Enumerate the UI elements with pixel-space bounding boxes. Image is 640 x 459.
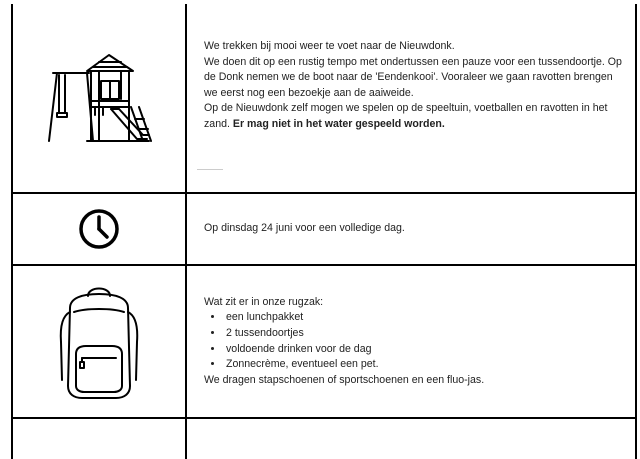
next-icon-cell bbox=[13, 419, 187, 459]
activity-line-3 bbox=[204, 101, 627, 132]
activity-line-1: We trekken bij mooi weer te voet naar de Nieuwdonk. bbox=[204, 40, 455, 52]
info-table bbox=[11, 4, 637, 459]
time-text bbox=[187, 194, 635, 264]
list-item: • Zonnecrème, eventueel een pet. bbox=[224, 357, 627, 373]
activity-line-3-text: Op de Nieuwdonk zelf mogen we spelen op de speeltuin, voetballen en ravotten in het zand. bbox=[204, 102, 608, 130]
backpack-row bbox=[13, 266, 637, 419]
time-row bbox=[13, 194, 637, 266]
backpack-icon bbox=[56, 282, 142, 402]
activity-row bbox=[13, 4, 637, 194]
next-row bbox=[13, 419, 637, 459]
clock-icon bbox=[78, 208, 120, 250]
backpack-footer: We dragen stapschoenen of sportschoenen en een fluo-jas. bbox=[204, 373, 485, 386]
next-text-cell bbox=[187, 419, 635, 459]
backpack-list bbox=[204, 310, 627, 372]
faint-divider bbox=[197, 169, 223, 170]
activity-bold-note: Er mag niet in het water gespeeld worden. bbox=[232, 117, 445, 130]
activity-line-2: We doen dit op een rustig tempo met ondertussen een pauze voor een tussendoortje. Op de Donk nemen we de boot naar de 'Eendenkooi'. Vooraleer we gaan ravotten brengen we eerst nog een bezoekje aan de aaiweide. bbox=[204, 55, 622, 99]
activity-icon-cell bbox=[13, 4, 187, 192]
backpack-text bbox=[187, 266, 635, 417]
time-icon-cell bbox=[13, 194, 187, 264]
list-item: • een lunchpakket bbox=[224, 310, 627, 326]
backpack-intro: Wat zit er in onze rugzak: bbox=[204, 295, 324, 308]
activity-text bbox=[187, 4, 635, 192]
playground-icon bbox=[43, 51, 155, 145]
list-item: • 2 tussendoortjes bbox=[224, 326, 627, 342]
list-item: • voldoende drinken voor de dag bbox=[224, 342, 627, 358]
backpack-icon-cell bbox=[13, 266, 187, 417]
time-line: Op dinsdag 24 juni voor een volledige dag. bbox=[204, 222, 405, 235]
